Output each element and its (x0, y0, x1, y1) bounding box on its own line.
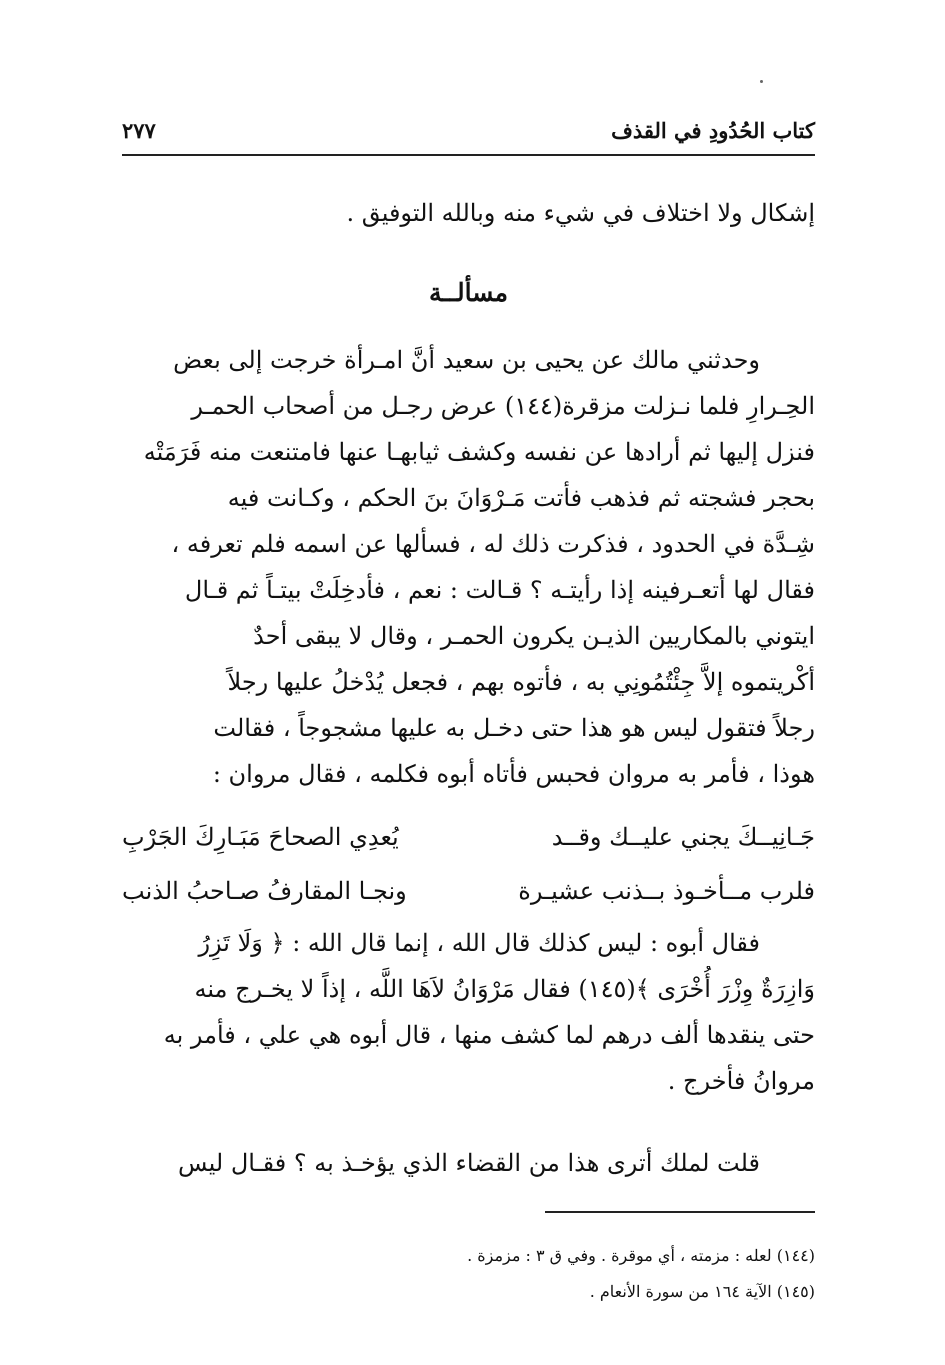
verse-first-hemistich: جَـانِيــكَ يجني عليــك وقــد (551, 823, 815, 851)
verse-first-hemistich: فلرب مــأخـوذ بــذنب عشيـرة (518, 877, 815, 905)
intro-line: إشكال ولا اختلاف في شيء منه وبالله التوفيق . (346, 199, 815, 227)
main-line: أكْريتموه إلاَّ جِئْتُمُونِي به ، فأتوه بهم ، فجعل يُدْخلُ عليها رجلاً (227, 668, 815, 696)
father-line: فقال أبوه : ليس كذلك قال الله ، إنما قال الله : ﴿ وَلَا تَزِرُ (198, 929, 760, 957)
verse-second-hemistich: ونجـا المقارفُ صـاحبُ الذنب (122, 877, 407, 905)
verse-second-hemistich: يُعدِي الصحاحَ مَبَـارِكَ الجَرْبِ (122, 823, 399, 851)
main-line: شِـدَّة في الحدود ، فذكرت ذلك له ، فسألها عن اسمه فلم تعرفه ، (171, 530, 815, 558)
running-title: كتاب الحُدُودِ في القذف (611, 118, 815, 143)
closing-line: قلت لملك أترى هذا من القضاء الذي يؤخـذ به ؟ فقـال ليس (178, 1149, 760, 1177)
running-header (122, 110, 815, 156)
main-line: فنزل إليها ثم أرادها عن نفسه وكشف ثيابهـا عنها فامتنعت منه فَرَمَتْه (143, 438, 815, 466)
main-line: رجلاً فتقول ليس هو هذا حتى دخـل به عليها مشجوجاً ، فقالت (213, 714, 815, 742)
scan-speck (760, 80, 763, 83)
footnote-divider (545, 1211, 815, 1213)
verse-line (122, 864, 815, 918)
footnote-145: (١٤٥) الآية ١٦٤ من سورة الأنعام . (589, 1282, 815, 1301)
father-paragraph (122, 920, 815, 1104)
section-title: مسألــة (429, 278, 508, 307)
intro-paragraph (122, 190, 815, 236)
verse-line (122, 810, 815, 864)
closing-paragraph (122, 1140, 815, 1186)
father-line: حتى ينقدها ألف درهم لما كشف منها ، قال أبوه هي علي ، فأمر به (163, 1021, 815, 1049)
main-paragraph (122, 337, 815, 797)
main-line: وحدثني مالك عن يحيى بن سعيد أنَّ امـرأة خرجت إلى بعض (173, 346, 760, 374)
main-line: هوذا ، فأمر به مروان فحبس فأتاه أبوه فكلمه ، فقال مروان : (212, 760, 815, 788)
main-line: فقال لها أتعـرفينه إذا رأيتـه ؟ قـالت : نعم ، فأدخِلَتْ بيتـاً ثم قـال (184, 576, 815, 604)
father-line: مروانُ فأخرج . (667, 1067, 815, 1095)
main-line: ايتوني بالمكاريين الذيـن يكرون الحمـر ، وقال لا يبقى أحدٌ (253, 622, 815, 650)
page-number: ٢٧٧ (122, 118, 156, 143)
poetry-verses (122, 810, 815, 918)
footnotes (122, 1238, 815, 1310)
main-line: بحجر فشجته ثم فذهب فأتت مَـرْوَانَ بنَ الحكم ، وكـانت فيه (227, 484, 815, 512)
main-line: الحِـرارِ فلما نـزلت مزقرة(١٤٤) عرض رجـل من أصحاب الحمـر (191, 392, 815, 420)
footnote-144: (١٤٤) لعله : مزمته ، أي موقرة . وفي ق ٣ : مزمزة . (467, 1246, 815, 1265)
father-line: وَازِرَةٌ وِزْرَ أُخْرَى ﴾(١٤٥) فقال مَرْوَانُ لاَهَا اللَّه ، إذاً لا يخـرج منه (194, 975, 815, 1003)
